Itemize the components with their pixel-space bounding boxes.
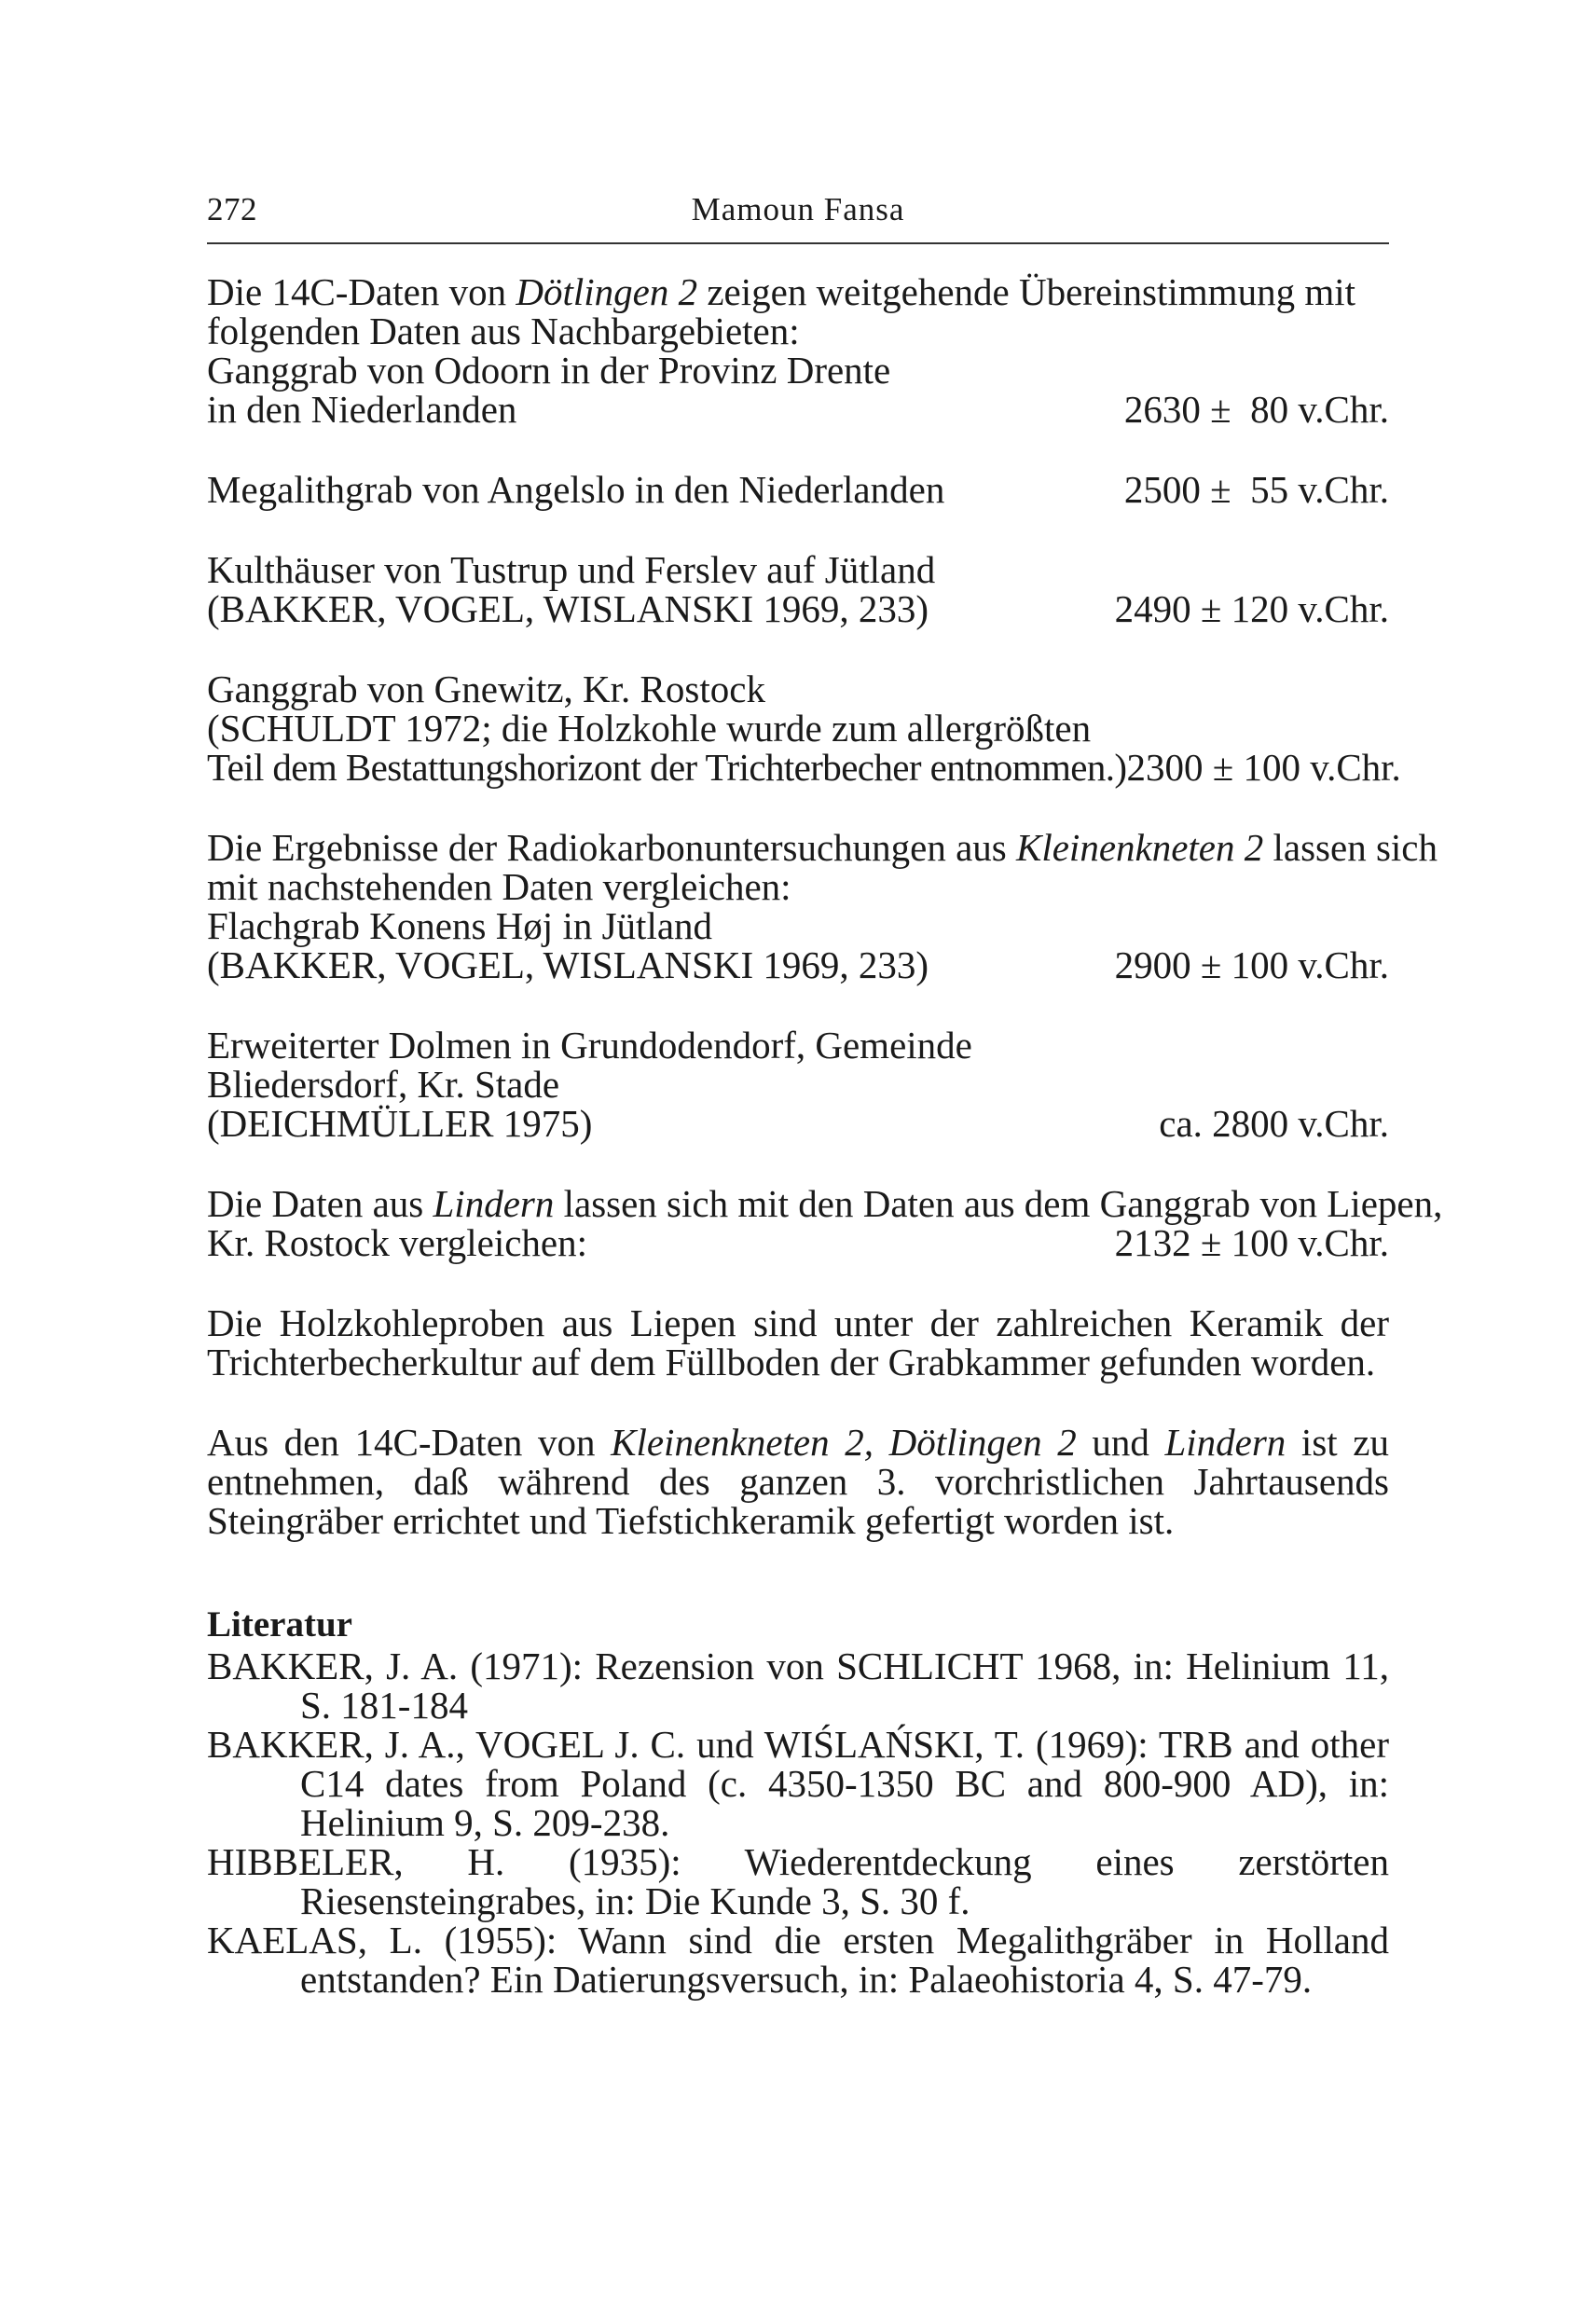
text: (BAKKER, VOGEL, WISLANSKI 1969, 233) [207,943,929,986]
paragraph-line [207,906,1389,945]
paragraph [207,1423,1389,1540]
radiocarbon-date: 2132 ± 100 v.Chr. [1114,1221,1389,1264]
reference-entry: BAKKER, J. A. (1971): Rezension von SCHLICHT 1968, in: Helinium 11, S. 181-184 [207,1645,1389,1727]
page-number: 272 [207,191,257,227]
date-entry-line [207,945,1389,984]
radiocarbon-date: 2630 ± 80 v.Chr. [1123,388,1389,431]
text: (DEICHMÜLLER 1975) [207,1102,593,1145]
date-entry-line [207,746,1401,789]
text: Die 14C-Daten von [207,270,516,313]
section-heading: Literatur [207,1604,352,1645]
text: und [1076,1421,1165,1464]
paragraph-line [207,1025,1389,1065]
radiocarbon-date: ca. 2800 v.Chr. [1159,1102,1389,1145]
text: Kr. Rostock vergleichen: [207,1221,588,1264]
paragraph-line [207,311,1389,351]
paragraph-line [207,1182,1443,1225]
text: folgenden Daten aus Nachbargebieten: [207,310,800,352]
text: Bliedersdorf, Kr. Stade [207,1063,560,1106]
paragraph-line [207,826,1438,869]
paragraph-line [207,669,1389,709]
text: Teil dem Bestattungshorizont der Trichterbecher entnommen.) [207,746,1127,789]
italic-site-name: Lindern [433,1182,555,1225]
text: mit nachstehenden Daten vergleichen: [207,865,791,908]
radiocarbon-date: 2900 ± 100 v.Chr. [1114,943,1389,986]
text: Die Daten aus [207,1182,433,1225]
radiocarbon-date: 2500 ± 55 v.Chr. [1123,468,1389,511]
text: Megalithgrab von Angelslo in den Niederlanden [207,468,945,511]
paragraph-line [207,351,1389,390]
date-entry-line [207,470,1389,509]
text: ist zu entnehmen, daß während des ganzen 3. vorchristlichen Jahrtausends Steingräber errichtet und Tiefstichkeramik gefertigt worden ist. [207,1421,1389,1542]
date-entry-line [207,1223,1389,1262]
radiocarbon-date: 2490 ± 120 v.Chr. [1114,587,1389,630]
paragraph: Die Holzkohleproben aus Liepen sind unter der zahlreichen Keramik der Trichterbecherkultur auf dem Füllboden der Grabkammer gefunden worden. [207,1301,1389,1383]
page-header [207,191,1389,238]
reference-entry: BAKKER, J. A., VOGEL J. C. und WIŚLAŃSKI, T. (1969): TRB and other C14 dates from Poland (c. 4350-1350 BC and 800-900 AD), in: Helinium 9, S. 209-238. [207,1723,1389,1844]
text: Kulthäuser von Tustrup und Ferslev auf Jütland [207,548,936,591]
text: Flachgrab Konens Høj in Jütland [207,904,713,947]
italic-site-name: Kleinenkneten 2 [1016,826,1264,869]
radiocarbon-date: 2300 ± 100 v.Chr. [1126,746,1401,789]
running-title: Mamoun Fansa [691,191,905,227]
text: (SCHULDT 1972; die Holzkohle wurde zum allergrößten [207,707,1092,750]
reference-entry: KAELAS, L. (1955): Wann sind die ersten Megalithgräber in Holland entstanden? Ein Datierungsversuch, in: Palaeohistoria 4, S. 47-79. [207,1919,1389,2001]
italic-site-name: Lindern [1164,1421,1286,1464]
text: lassen sich mit den Daten aus dem Ganggrab von Liepen, [554,1182,1443,1225]
text: Erweiterter Dolmen in Grundodendorf, Gemeinde [207,1024,972,1067]
date-entry-line [207,589,1389,628]
text: (BAKKER, VOGEL, WISLANSKI 1969, 233) [207,587,929,630]
italic-site-name: Kleinenkneten 2, Dötlingen 2 [611,1421,1077,1464]
paragraph-line [207,709,1389,748]
text: lassen sich [1263,826,1438,869]
date-entry-line [207,390,1389,429]
paragraph-line [207,1065,1389,1104]
paragraph-line [207,550,1389,589]
text: Ganggrab von Gnewitz, Kr. Rostock [207,667,765,710]
body-text [207,270,1443,2001]
text: Ganggrab von Odoorn in der Provinz Drente [207,349,891,392]
text: zeigen weitgehende Übereinstimmung mit [697,270,1355,313]
paragraph-line [207,867,1389,906]
paragraph-line [207,272,1389,311]
text: in den Niederlanden [207,388,517,431]
reference-entry: HIBBELER, H. (1935): Wiederentdeckung eines zerstörten Riesensteingrabes, in: Die Kunde 3, S. 30 f. [207,1840,1389,1922]
italic-site-name: Dötlingen 2 [516,270,698,313]
header-rule [207,242,1389,244]
text: Die Ergebnisse der Radiokarbonuntersuchungen aus [207,826,1016,869]
text: Aus den 14C-Daten von [207,1421,612,1464]
date-entry-line [207,1104,1389,1143]
